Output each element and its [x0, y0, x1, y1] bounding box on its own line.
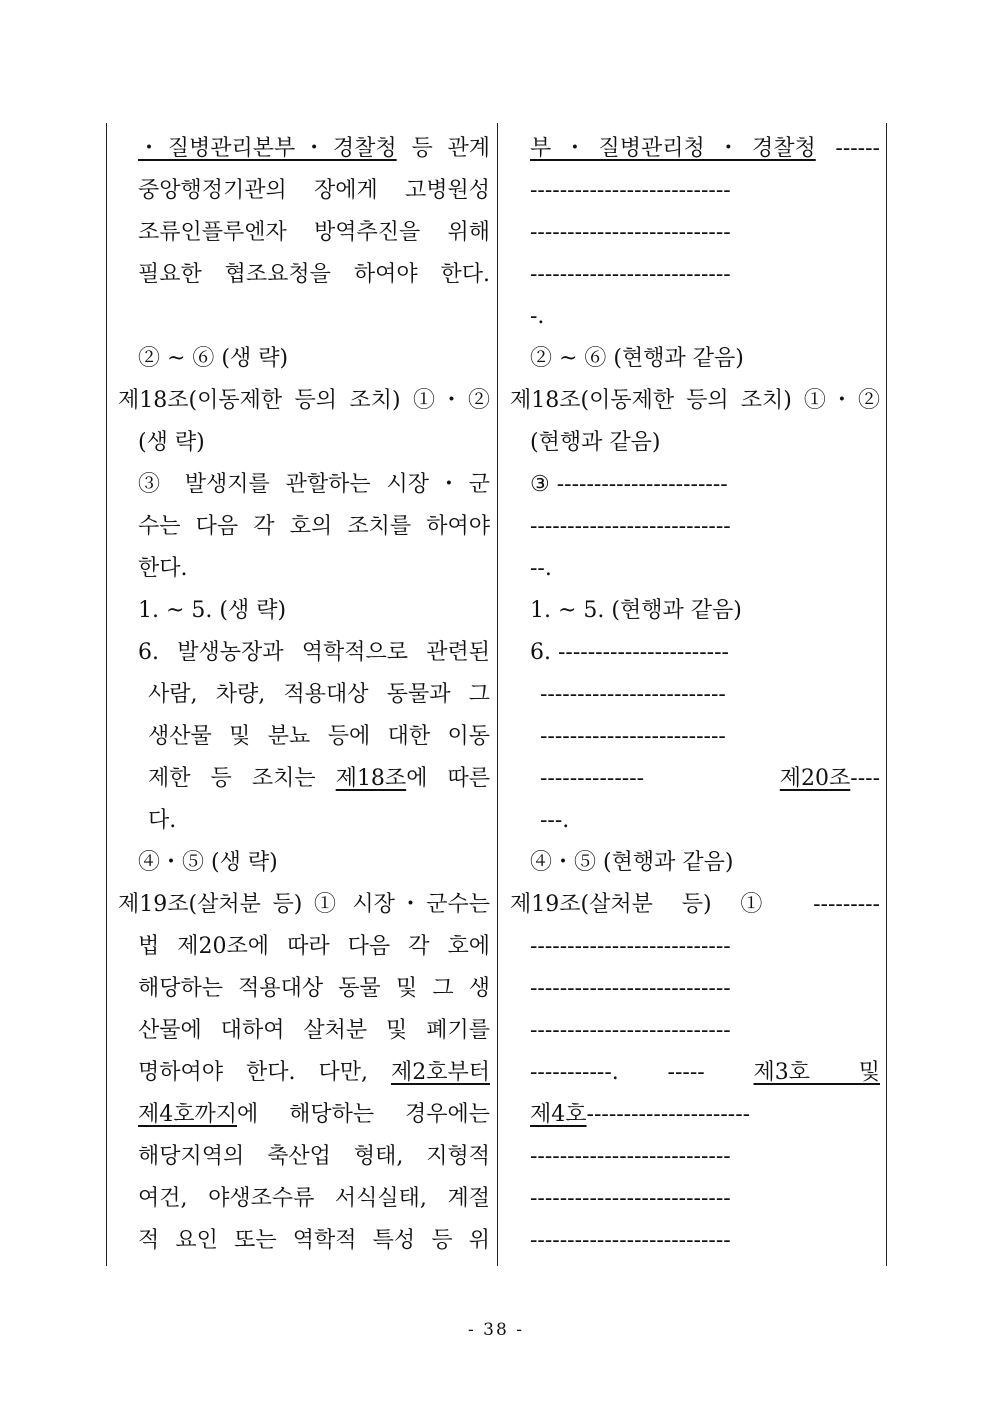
left-underlined-text: 제2호부터: [390, 1060, 490, 1085]
right-text-segment: --------------: [540, 766, 780, 791]
left-text-line: [118, 212, 490, 254]
right-text-segment: ---------------------------: [530, 178, 731, 203]
left-text-line: [118, 254, 490, 296]
right-text-line: [510, 548, 880, 590]
left-text-line: [118, 884, 490, 926]
right-text-segment: 제18조(이동제한 등의 조치) ①・②: [510, 388, 880, 413]
right-text-line: [510, 1094, 880, 1136]
left-text-line: [118, 1094, 490, 1136]
left-text-line: [118, 380, 490, 422]
left-text-segment: 수는 다음 각 호의 조치를 하여야: [138, 514, 490, 539]
right-text-segment: ---------------------------: [530, 934, 731, 959]
right-text-line: [510, 800, 880, 842]
left-text-segment: 다.: [148, 808, 177, 833]
left-text-line: [118, 1136, 490, 1178]
left-text-line: [118, 128, 490, 170]
left-text-segment: 에 따른: [406, 766, 490, 791]
page-number: - 38 -: [468, 1320, 524, 1340]
right-text-line: [510, 506, 880, 548]
left-text-line: [118, 548, 490, 590]
right-text-segment: 1. ~ 5. (현행과 같음): [530, 598, 742, 623]
left-text-line: [118, 758, 490, 800]
right-text-segment: ---------------------------: [530, 1144, 731, 1169]
right-text-segment: --.: [530, 556, 552, 581]
left-text-segment: ③ 발생지를 관할하는 시장・군: [138, 472, 490, 497]
right-text-segment: -.: [530, 304, 545, 329]
right-text-segment: ③ -----------------------: [530, 472, 728, 497]
left-text-line: [118, 590, 490, 632]
right-text-line: [510, 968, 880, 1010]
left-text-segment: 한다.: [138, 556, 188, 581]
right-text-segment: ---------------------------: [530, 262, 731, 287]
left-text-line: [118, 422, 490, 464]
left-text-segment: 6. 발생농장과 역학적으로 관련된: [138, 640, 490, 665]
right-text-line: [510, 1178, 880, 1220]
right-text-segment: ---------------------------: [530, 976, 731, 1001]
right-text-segment: ------: [815, 136, 880, 161]
right-text-segment: ---------------------------: [530, 220, 731, 245]
table-left-border: [106, 123, 107, 1266]
right-text-line: [510, 212, 880, 254]
right-text-line: [510, 464, 880, 506]
right-text-line: [510, 170, 880, 212]
left-text-segment: 해당하는 적용대상 동물 및 그 생: [138, 976, 490, 1001]
right-text-line: [510, 128, 880, 170]
left-text-segment: 법 제20조에 따라 다음 각 호에: [138, 934, 490, 959]
left-text-line: [118, 800, 490, 842]
left-text-line: [118, 506, 490, 548]
left-text-line: [118, 1010, 490, 1052]
left-text-line: [118, 464, 490, 506]
right-text-line: [510, 1136, 880, 1178]
right-text-segment: -----------. -----: [530, 1060, 754, 1085]
left-text-segment: 제한 등 조치는: [148, 766, 336, 791]
right-text-segment: (현행과 같음): [530, 430, 661, 455]
right-text-line: [510, 380, 880, 422]
right-underlined-text: 제4호: [530, 1102, 587, 1127]
left-underlined-text: ・질병관리본부・경찰청: [138, 136, 397, 161]
left-text-line: [118, 1220, 490, 1262]
left-text-line: [118, 296, 490, 338]
left-text-segment: 에 해당하는 경우에는: [237, 1102, 490, 1127]
right-text-line: [510, 758, 880, 800]
amended-provision-column: [510, 128, 880, 1262]
right-underlined-text: 제3호 및: [753, 1060, 880, 1085]
left-text-line: [118, 842, 490, 884]
right-text-segment: 제19조(살처분 등) ① ---------: [510, 892, 880, 917]
right-text-line: [510, 296, 880, 338]
left-underlined-text: 제18조: [335, 766, 407, 791]
right-text-line: [510, 716, 880, 758]
right-text-segment: -------------------------: [540, 682, 726, 707]
left-text-segment: 조류인플루엔자 방역추진을 위해: [138, 220, 490, 245]
right-text-line: [510, 254, 880, 296]
right-underlined-text: 부・질병관리청・경찰청: [530, 136, 816, 161]
right-text-segment: ② ~ ⑥ (현행과 같음): [530, 346, 744, 371]
right-text-line: [510, 884, 880, 926]
right-text-line: [510, 422, 880, 464]
right-text-segment: 6. -----------------------: [530, 640, 729, 665]
left-text-segment: ④・⑤ (생 략): [138, 850, 278, 875]
left-text-segment: 생산물 및 분뇨 등에 대한 이동: [148, 724, 490, 749]
left-text-segment: 1. ~ 5. (생 략): [138, 598, 287, 623]
right-text-segment: ---------------------------: [530, 1018, 731, 1043]
right-text-line: [510, 1010, 880, 1052]
right-text-segment: ---.: [540, 808, 570, 833]
right-text-segment: ---------------------------: [530, 514, 731, 539]
left-text-segment: 사람, 차량, 적용대상 동물과 그: [148, 682, 490, 707]
left-text-segment: 제18조(이동제한 등의 조치) ①・②: [118, 388, 490, 413]
left-text-segment: ② ~ ⑥ (생 략): [138, 346, 289, 371]
table-right-border: [886, 123, 887, 1266]
right-text-line: [510, 842, 880, 884]
right-underlined-text: 제20조: [779, 766, 851, 791]
right-text-segment: ---------------------------: [530, 1186, 731, 1211]
right-text-line: [510, 1052, 880, 1094]
left-underlined-text: 제4호까지: [138, 1102, 238, 1127]
right-text-line: [510, 1220, 880, 1262]
right-text-line: [510, 674, 880, 716]
left-text-line: [118, 674, 490, 716]
right-text-line: [510, 590, 880, 632]
right-text-line: [510, 632, 880, 674]
left-text-line: [118, 338, 490, 380]
left-text-segment: 중앙행정기관의 장에게 고병원성: [138, 178, 490, 203]
left-text-segment: (생 략): [138, 430, 205, 455]
left-text-line: [118, 170, 490, 212]
right-text-line: [510, 338, 880, 380]
right-text-segment: -------------------------: [540, 724, 726, 749]
left-text-segment: 적 요인 또는 역학적 특성 등 위: [138, 1228, 490, 1253]
right-text-segment: ④・⑤ (현행과 같음): [530, 850, 734, 875]
left-text-line: [118, 632, 490, 674]
left-text-line: [118, 926, 490, 968]
left-text-line: [118, 1052, 490, 1094]
left-text-line: [118, 968, 490, 1010]
left-text-line: [118, 716, 490, 758]
table-column-divider: [497, 123, 498, 1266]
left-text-segment: 여건, 야생조수류 서식실태, 계절: [138, 1186, 490, 1211]
current-provision-column: [118, 128, 490, 1262]
right-text-segment: ----: [850, 766, 880, 791]
left-text-segment: 필요한 협조요청을 하여야 한다.: [138, 262, 490, 287]
left-text-line: [118, 1178, 490, 1220]
left-text-segment: 명하여야 한다. 다만,: [138, 1060, 391, 1085]
right-text-segment: ----------------------: [586, 1102, 751, 1127]
right-text-segment: ---------------------------: [530, 1228, 731, 1253]
left-text-segment: 제19조(살처분 등) ① 시장・군수는: [118, 892, 490, 917]
left-text-segment: 해당지역의 축산업 형태, 지형적: [138, 1144, 490, 1169]
left-text-segment: 산물에 대하여 살처분 및 폐기를: [138, 1018, 490, 1043]
left-text-segment: 등 관계: [396, 136, 490, 161]
right-text-line: [510, 926, 880, 968]
